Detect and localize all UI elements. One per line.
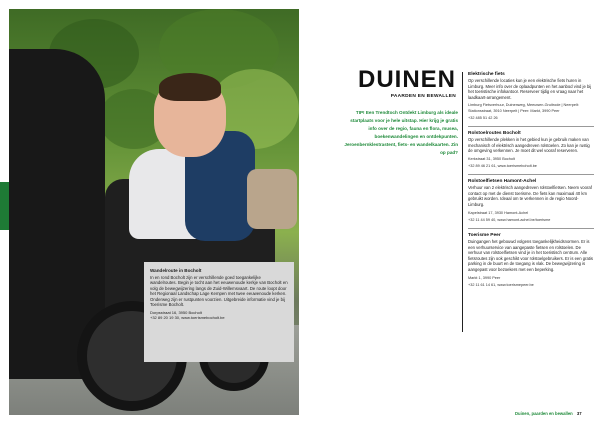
title-block [356,68,456,99]
page-title: DUINEN [357,66,456,93]
section-contact: +32 11 61 14 61, www.toerismepeer.be [468,282,534,287]
section-text: Op verschillende plekken in het gebied kun je gebruik maken van mechanisch of elektrisch aangedreven rolstoelen. Zo kan je rustig de omgeving verkennen. Je moet dit wel vooraf reserveren. [468,136,590,154]
caption-box [144,262,294,362]
caption-title: Wandelroute in Bocholt [150,268,202,273]
intro-tip: TIP! Een Trendtoch Ontdekt Limburg als ideale startplaats voor je hele uitstap. Hier krijg je gratis info over de regio, fauna en flora, musea, boekenwandelingen en ontdekpunten. Jeroenbernklestrastent, fiets- en wandelkaarten. Zin op pad? [344,110,458,155]
section-text: Verhuur van 2 elektrisch aangedreven rolstoelfietsen. Neem vooraf contact op met de dienst toerisme. De fiets kan maximaal 40 km gebruikt worden. Ideaal om te verkennen in de regio Noord-Limburg. [468,185,592,207]
section-text: Duingangen het gebouwd volgens toegankelijkheidsnormen. Er is een verhuurservice van aangepaste fietsen en rolstoelen. De verhuur van rolstoelfietsen vind je in het toeristisch centrum. Alle fietsroutes zijn ook geschikt voor rolstoelgebruikers. Er is een gratis parking in de buurt en de toegang is vlak. De bewegwijzering is aangepast voor bezoekers met een beperking. [468,238,593,272]
section-elektrische-fiets [468,72,594,121]
section-title: Toerisme Peer [468,232,501,238]
section-address: Markt 1, 3990 Peer [468,275,501,280]
section-address: Limburg Fietsverhuur, Duinenweg, Meeuwen-Gruitrode | Neerpelt: Stationsstraat, 3910 Neerpelt | Peer: Markt, 3990 Peer [468,103,579,113]
caption-body: In en rond Bocholt zijn er verschillende goed toegankelijke wandelroutes. Begin je tocht aan het eeuwenoude kerkje van Bocholt en volg de bewegwijzering langs de Zuid-Willemsvaart. De route loopt door het Regionaal Landschap Lage Kempen met twee eeuwenoude kerken. Onderweg zijn er rustpunten voorzien. Uitgebreide informatie vind je bij Toerisme Bocholt. [150,274,288,307]
section-divider [468,228,594,229]
page-number: 37 [576,411,582,416]
caption-contact: +32 89 20 19 30, www.toerismebocholt.be [150,315,225,320]
section-title: Elektrische fiets [468,72,505,77]
section-divider [468,126,594,127]
green-edge-tab [0,182,9,230]
section-contact: +32 11 44 59 40, www.hamont-achel.be/toerisme [468,217,551,222]
section-toerisme-peer [468,233,594,288]
page-subtitle: PAARDEN EN BEWALLEN [390,94,456,99]
section-address: Kapelstraat 17, 3930 Hamont-Achel [468,210,529,215]
section-rolstoelroutes [468,131,594,169]
caption-address: Dorpsstraat 16, 3950 Bocholt [150,309,202,315]
section-rolstoelfietsen [468,179,594,223]
info-column [468,72,594,293]
footer-label: Duinen, paarden en bewallen [515,411,573,416]
section-address: Kerkstraat 31, 3950 Bocholt [468,156,515,161]
section-text: Op verschillende locaties kun je een elektrische fiets huren in Limburg. Meer info over de oplaadpunten en het aanbod vind je bij het toeristische infokantoor. Reserveer tijdig en vraag naar het laadkaart-arrangement. [468,78,592,100]
column-divider [462,72,463,332]
section-contact: +32 89 46 21 61, www.toerismeboholt.be [468,163,537,168]
section-contact: +32 485 51 42 26 [468,115,498,120]
page-footer [515,411,582,416]
section-title: Rolstoelroutes Bocholt [468,130,521,136]
section-divider [468,174,594,175]
section-title: Rolstoelfietsen Hamont-Achel [468,179,537,185]
